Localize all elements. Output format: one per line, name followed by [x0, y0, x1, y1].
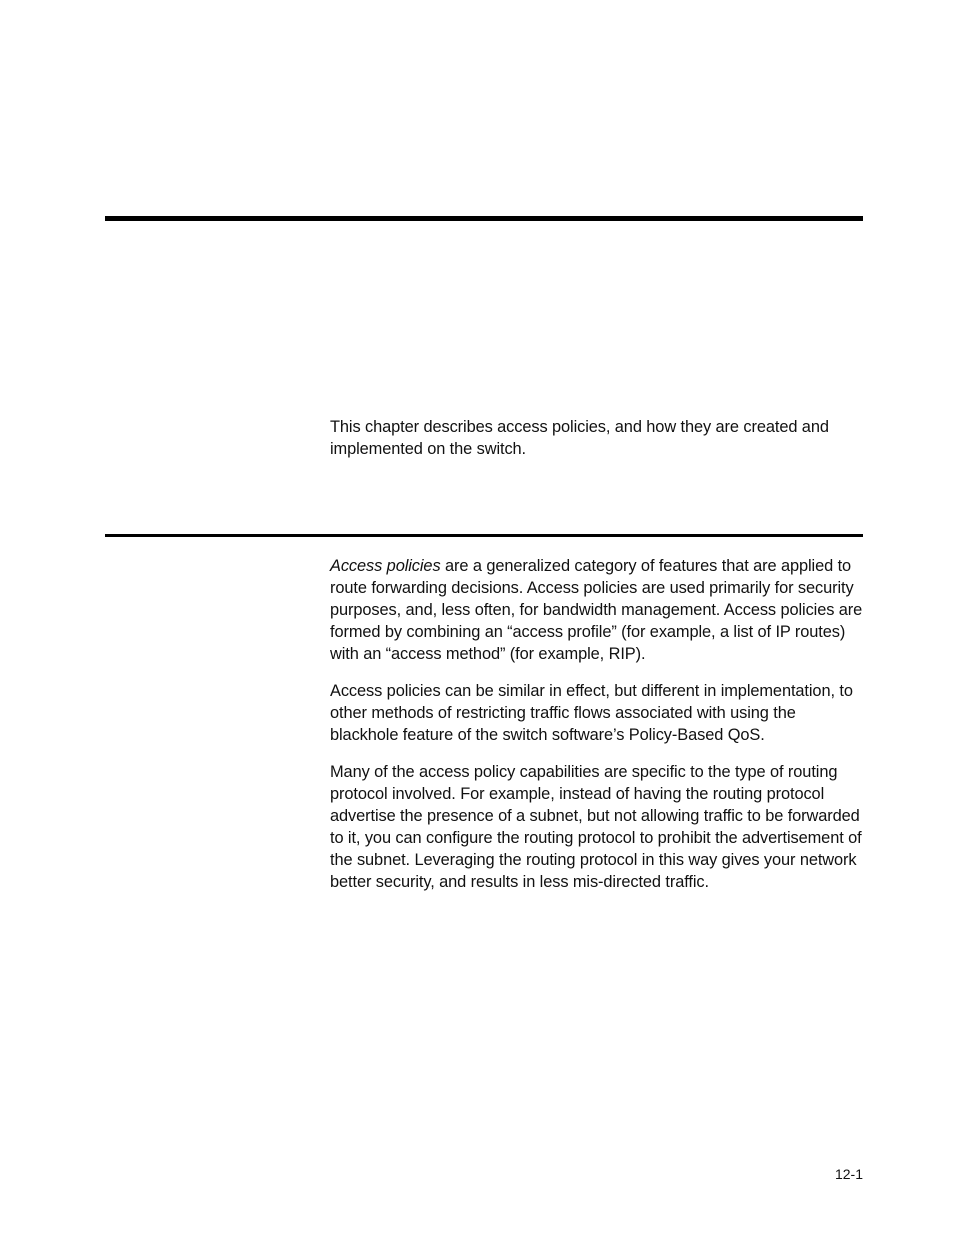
chapter-intro — [330, 416, 864, 460]
overview-paragraph-3: Many of the access policy capabilities are specific to the type of routing protocol involved. For example, instead of having the routing protocol advertise the presence of a subnet, but not allowing traffic to be forwarded to it, you can configure the routing protocol to prohibit the advertisement of the subnet. Leveraging the routing protocol in this way gives your network better security, and results in less mis-directed traffic. — [330, 763, 862, 891]
overview-section — [330, 555, 864, 908]
section-divider-rule — [105, 534, 863, 537]
overview-paragraph-1-text: are a generalized category of features that are applied to route forwarding decisions. Access policies are used primarily for security purposes, and, less often, for bandwidth management. Access policies are formed by combining an “access profile” (for example, a list of IP routes) with an “access method” (for example, RIP). — [330, 557, 863, 663]
overview-paragraph-1 — [330, 555, 864, 665]
chapter-title-rule — [105, 216, 863, 221]
defined-term: Access policies — [330, 557, 441, 575]
page-number: 12-1 — [834, 1166, 863, 1182]
intro-paragraph: This chapter describes access policies, and how they are created and implemented on the switch. — [330, 418, 829, 458]
overview-paragraph-2: Access policies can be similar in effect, but different in implementation, to other methods of restricting traffic flows associated with using the blackhole feature of the switch software’s Policy-Based QoS. — [330, 682, 853, 744]
